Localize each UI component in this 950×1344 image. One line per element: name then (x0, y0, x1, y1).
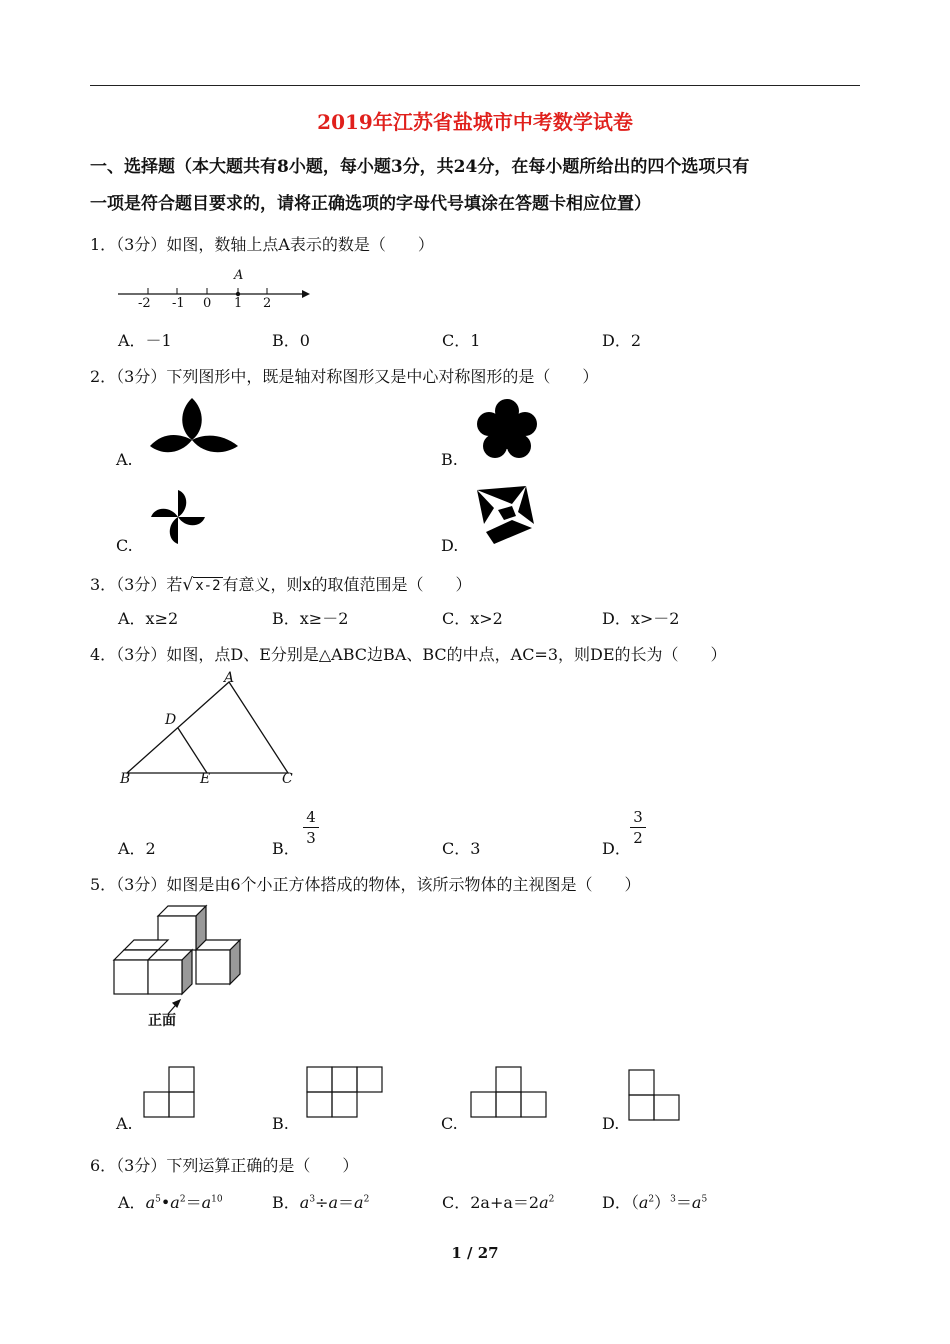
cube-stack-figure (110, 902, 250, 1032)
q6a-exp2: 2 (179, 1194, 186, 1205)
front-view-option-b (306, 1066, 386, 1118)
question-3-text: 3．（3分）若√ x-2 有意义，则x的取值范围是（ ） (90, 575, 472, 595)
q4-fraction-d (630, 808, 646, 847)
vertex-a-label: A (224, 670, 235, 686)
q5-option-c[interactable]: C. (441, 1114, 458, 1133)
q6a-equals: ＝ (185, 1193, 202, 1212)
q2-option-c[interactable]: C. (116, 536, 133, 555)
kite-shape (474, 484, 538, 548)
page-title: 2019年江苏省盐城市中考数学试卷 (317, 110, 633, 134)
page-number: 1 / 27 (451, 1244, 499, 1262)
axis-label-neg2: -2 (138, 296, 151, 311)
q6a-base1: a (145, 1193, 156, 1212)
q6a-exp3: 10 (211, 1194, 223, 1205)
q6d-exp2: 3 (670, 1194, 676, 1205)
q6a-prefix: A． (118, 1193, 146, 1212)
q4-option-c[interactable]: C．3 (442, 839, 481, 858)
q5-option-b[interactable]: B. (272, 1114, 289, 1133)
pinwheel-shape (147, 486, 211, 550)
q6c-lhs: 2a+a (470, 1193, 513, 1212)
q6a-base2: a (170, 1193, 180, 1212)
q3-option-c[interactable]: C．x>2 (442, 609, 503, 628)
question-6-text: 6．（3分）下列运算正确的是（ ） (90, 1156, 359, 1175)
q6b-base1: a (299, 1193, 310, 1212)
q3-text-pre: 3．（3分）若 (90, 575, 183, 594)
fraction-d-denominator: 2 (633, 829, 643, 847)
axis-label-2: 2 (263, 296, 272, 311)
front-view-option-a (143, 1066, 199, 1118)
axis-label-neg1: -1 (172, 296, 185, 311)
q6a-dot: • (160, 1193, 171, 1212)
point-e-label: E (200, 771, 211, 787)
three-petal-shape (145, 398, 245, 464)
q6d-close-paren: ） (654, 1193, 671, 1212)
q6b-exp3: 2 (363, 1194, 370, 1205)
question-1-text: 1．（3分）如图，数轴上点A表示的数是（ ） (90, 235, 434, 254)
q1-option-a[interactable]: A．－1 (118, 331, 172, 350)
q5-option-a[interactable]: A. (116, 1114, 133, 1133)
q3-option-b[interactable]: B．x≥－2 (272, 609, 349, 628)
q6c-prefix: C． (442, 1193, 471, 1212)
question-4-text: 4．（3分）如图，点D、E分别是△ABC边BA、BC的中点，AC=3，则DE的长为（ ） (90, 645, 727, 664)
front-view-option-c (470, 1066, 550, 1118)
q2-option-b[interactable]: B. (441, 450, 458, 469)
q4-fraction-b (303, 808, 319, 847)
q3-radicand: x-2 (195, 578, 221, 594)
q5-option-d[interactable]: D. (602, 1114, 620, 1133)
q6a-base3: a (201, 1193, 212, 1212)
q6-option-d[interactable] (602, 1190, 707, 1213)
q6d-exp3: 5 (701, 1194, 708, 1205)
q6d-exp1: 2 (648, 1194, 655, 1205)
q1-option-c[interactable]: C．1 (442, 331, 481, 350)
q6d-prefix: D．（ (602, 1193, 639, 1212)
section-heading-line2: 一项是符合题目要求的，请将正确选项的字母代号填涂在答题卡相应位置） (90, 194, 651, 214)
fraction-d-numerator: 3 (633, 808, 643, 826)
q6c-exp: 2 (548, 1194, 555, 1205)
axis-label-0: 0 (203, 296, 212, 311)
q4-option-a[interactable]: A．2 (118, 839, 156, 858)
vertex-c-label: C (282, 771, 293, 787)
q2-option-d[interactable]: D. (441, 536, 459, 555)
q1-option-d[interactable]: D．2 (602, 331, 642, 350)
front-label: 正面 (148, 1013, 176, 1029)
q6b-base3: a (354, 1193, 364, 1212)
q6b-equals: ＝ (338, 1193, 355, 1212)
vertex-b-label: B (120, 771, 131, 787)
fraction-b-numerator: 4 (306, 808, 316, 826)
q6b-exp1: 3 (309, 1194, 316, 1205)
q6c-base: a (539, 1193, 549, 1212)
q6d-base2: a (691, 1193, 702, 1212)
q3-text-post: 有意义，则x的取值范围是（ ） (222, 575, 472, 594)
q6b-divide: ÷ (315, 1193, 329, 1212)
q6-option-b[interactable] (272, 1190, 369, 1213)
front-view-option-d (628, 1069, 684, 1121)
question-5-text: 5．（3分）如图是由6个小正方体搭成的物体，该所示物体的主视图是（ ） (90, 875, 641, 894)
point-a-label: A (234, 268, 244, 283)
q6d-base1: a (638, 1193, 649, 1212)
q6b-base2: a (328, 1193, 338, 1212)
q2-option-a[interactable]: A. (116, 450, 133, 469)
top-rule (90, 85, 860, 86)
axis-label-1: 1 (234, 296, 243, 311)
flower-shape (475, 398, 539, 462)
section-heading-line1: 一、选择题（本大题共有8小题，每小题3分，共24分，在每小题所给出的四个选项只有 (90, 157, 750, 177)
q6-option-c[interactable] (442, 1190, 554, 1213)
q6a-exp1: 5 (155, 1194, 161, 1205)
q1-option-b[interactable]: B．0 (272, 331, 310, 350)
q6-option-a[interactable] (118, 1190, 223, 1213)
q6c-equals: ＝2 (512, 1193, 540, 1212)
q6b-prefix: B． (272, 1193, 300, 1212)
q3-option-a[interactable]: A．x≥2 (118, 609, 179, 628)
q4-option-b[interactable]: B． (272, 839, 300, 858)
q6d-equals: ＝ (675, 1193, 692, 1212)
q4-option-d[interactable]: D． (602, 839, 631, 858)
question-2-text: 2．（3分）下列图形中，既是轴对称图形又是中心对称图形的是（ ） (90, 367, 599, 386)
point-d-label: D (165, 712, 177, 728)
q3-option-d[interactable]: D．x>－2 (602, 609, 680, 628)
fraction-b-denominator: 3 (306, 829, 316, 847)
